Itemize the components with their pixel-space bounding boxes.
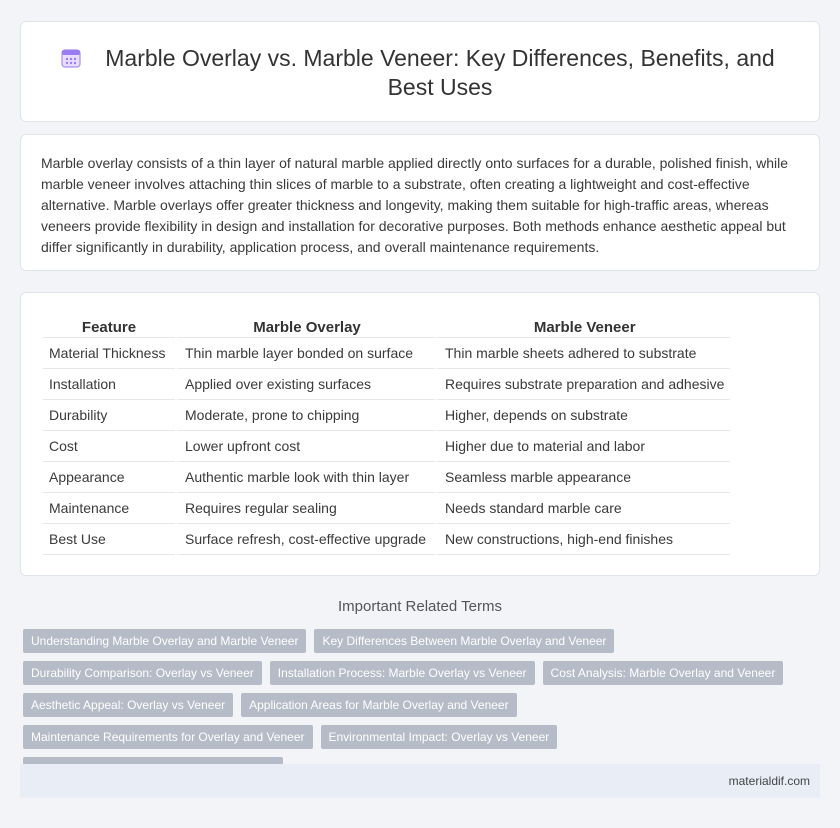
veneer-cell: New constructions, high-end finishes — [435, 524, 730, 555]
footer-site-link[interactable]: materialdif.com — [728, 774, 810, 788]
table-row — [43, 431, 730, 462]
table-row — [43, 369, 730, 400]
overlay-cell: Authentic marble look with thin layer — [175, 462, 435, 493]
feature-cell: Maintenance — [43, 493, 175, 524]
related-terms-heading: Important Related Terms — [338, 598, 502, 615]
overlay-cell: Requires regular sealing — [175, 493, 435, 524]
footer — [20, 764, 820, 798]
overlay-cell: Lower upfront cost — [175, 431, 435, 462]
comparison-card — [20, 292, 820, 576]
overlay-cell: Applied over existing surfaces — [175, 369, 435, 400]
overlay-cell: Surface refresh, cost-effective upgrade — [175, 524, 435, 555]
feature-cell: Best Use — [43, 524, 175, 555]
veneer-cell: Requires substrate preparation and adhesive — [435, 369, 730, 400]
feature-cell: Cost — [43, 431, 175, 462]
header-marble-veneer: Marble Veneer — [435, 313, 730, 338]
table-row — [43, 524, 730, 555]
related-term-tag[interactable]: Maintenance Requirements for Overlay and Veneer — [23, 725, 313, 749]
table-row — [43, 338, 730, 369]
title-card — [20, 21, 820, 122]
feature-cell: Installation — [43, 369, 175, 400]
header-marble-overlay: Marble Overlay — [175, 313, 435, 338]
related-term-tag[interactable]: Cost Analysis: Marble Overlay and Veneer — [543, 661, 784, 685]
feature-cell: Durability — [43, 400, 175, 431]
related-term-tag[interactable]: Installation Process: Marble Overlay vs Veneer — [270, 661, 535, 685]
related-term-tag[interactable]: Environmental Impact: Overlay vs Veneer — [321, 725, 558, 749]
table-header-row — [43, 313, 730, 338]
veneer-cell: Thin marble sheets adhered to substrate — [435, 338, 730, 369]
intro-paragraph: Marble overlay consists of a thin layer of natural marble applied directly onto surfaces for a durable, polished finish, while marble veneer involves attaching thin slices of marble to a substrate, often creating a lightweight and cost-effective alternative. Marble overlays offer greater thickness and longevity, making them suitable for high-traffic areas, whereas veneers provide flexibility in design and installation for decorative purposes. Both methods enhance aesthetic appeal but differ significantly in durability, application process, and overall maintenance requirements. — [41, 155, 789, 255]
table-row — [43, 400, 730, 431]
veneer-cell: Higher, depends on substrate — [435, 400, 730, 431]
related-term-tag[interactable]: Durability Comparison: Overlay vs Veneer — [23, 661, 262, 685]
veneer-cell: Higher due to material and labor — [435, 431, 730, 462]
related-term-tag[interactable]: Understanding Marble Overlay and Marble Veneer — [23, 629, 306, 653]
overlay-cell: Moderate, prone to chipping — [175, 400, 435, 431]
table-row — [43, 462, 730, 493]
overlay-cell: Thin marble layer bonded on surface — [175, 338, 435, 369]
feature-cell: Material Thickness — [43, 338, 175, 369]
feature-cell: Appearance — [43, 462, 175, 493]
related-term-tag[interactable]: Aesthetic Appeal: Overlay vs Veneer — [23, 693, 233, 717]
table-row — [43, 493, 730, 524]
intro-card — [20, 134, 820, 271]
page-title: Marble Overlay vs. Marble Veneer: Key Differences, Benefits, and Best Uses — [105, 45, 775, 100]
related-terms-list — [23, 629, 813, 781]
related-term-tag[interactable]: Application Areas for Marble Overlay and Veneer — [241, 693, 516, 717]
header-feature: Feature — [43, 313, 175, 338]
comparison-table — [43, 313, 730, 555]
related-term-tag[interactable]: Key Differences Between Marble Overlay and Veneer — [314, 629, 614, 653]
veneer-cell: Seamless marble appearance — [435, 462, 730, 493]
veneer-cell: Needs standard marble care — [435, 493, 730, 524]
